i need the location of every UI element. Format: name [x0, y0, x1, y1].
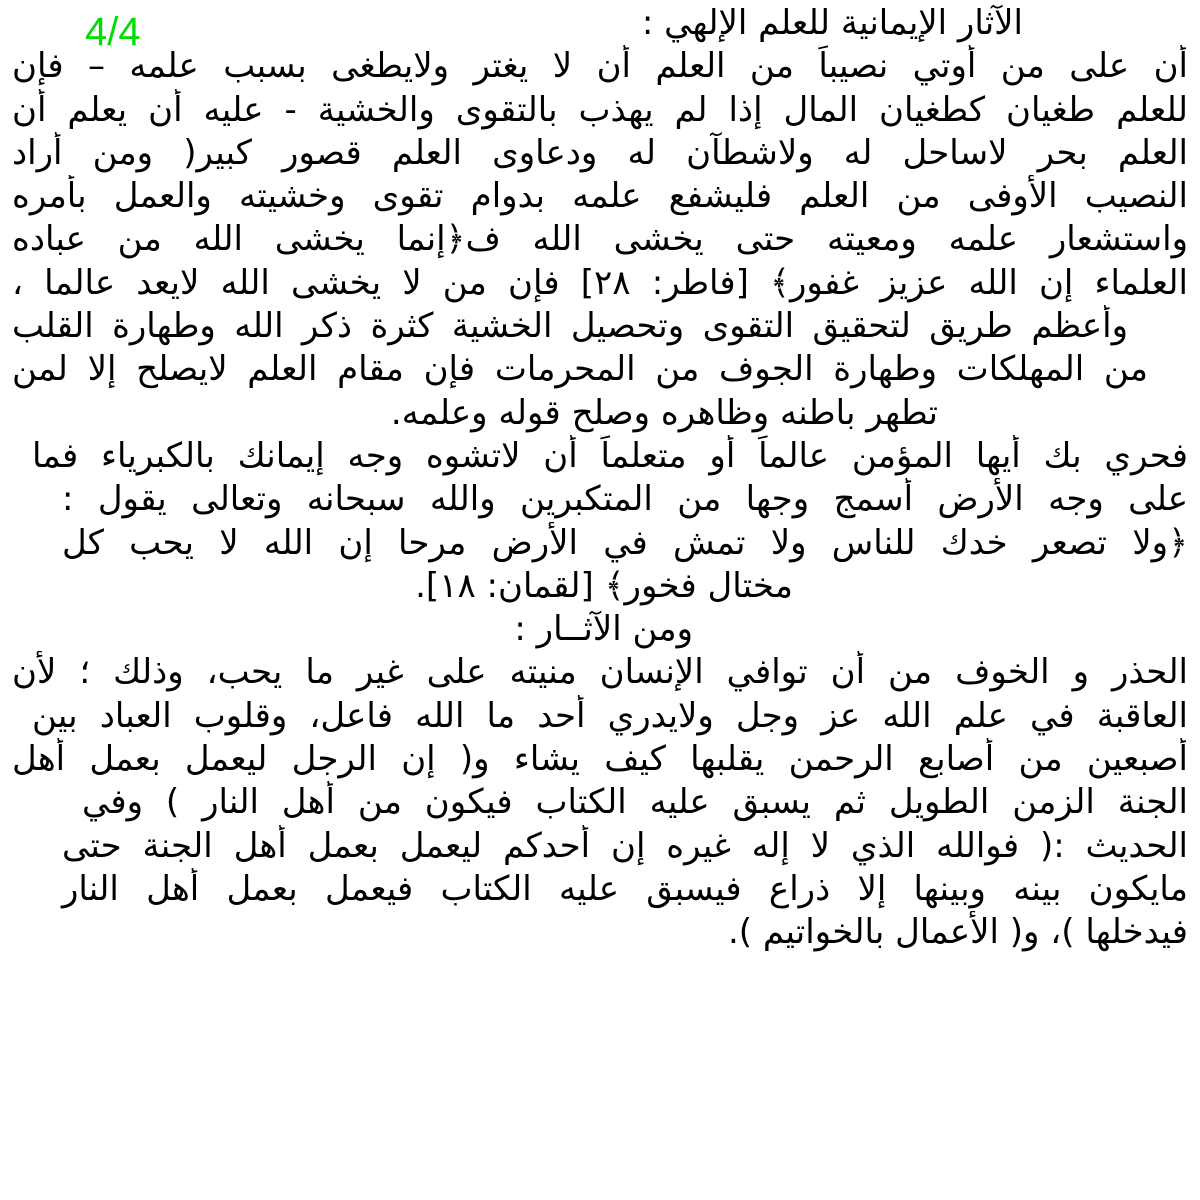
text-line: ﴿ولا تصعر خدك للناس ولا تمش في الأرض مرحا إن الله لا يحب كل: [62, 522, 1188, 563]
text-line: على وجه الأرض أسمج وجها من المتكبرين والله سبحانه وتعالى يقول :: [62, 479, 1188, 520]
text-line: واستشعار علمه ومعيته حتى يخشى الله ف﴿إنما يخشى الله من عباده: [12, 219, 1188, 260]
text-line: من المهلكات وطهارة الجوف من المحرمات فإن مقام العلم لايصلح إلا لمن: [12, 349, 1148, 390]
text-line: الجنة الزمن الطويل ثم يسبق عليه الكتاب فيكون من أهل النار ) وفي: [82, 782, 1188, 823]
text-line: الحذر و الخوف من أن توافي الإنسان منيته على غير ما يحب، وذلك ؛ لأن: [12, 652, 1188, 693]
text-line: مختال فخور﴾ [لقمان: ١٨].: [415, 565, 793, 606]
section-heading: الآثار الإيمانية للعلم الإلهي :: [641, 3, 1023, 43]
text-line: العلماء إن الله عزيز غفور﴾ [فاطر: ٢٨] فإن من لا يخشى الله لايعد عالما ،: [12, 262, 1188, 303]
text-line: تطهر باطنه وظاهره وصلح قوله وعلمه.: [390, 392, 938, 433]
text-line: وأعظم طريق لتحقيق التقوى وتحصيل الخشية كثرة ذكر الله وطهارة القلب: [12, 306, 1128, 347]
text-line: للعلم طغيان كطغيان المال إذا لم يهذب بالتقوى والخشية - عليه أن يعلم أن: [12, 89, 1188, 130]
text-line: فحري بك أيها المؤمن عالماً أو متعلماً أن لاتشوه وجه إيمانك بالكبرياء فما: [32, 435, 1188, 476]
text-line: أن على من أوتي نصيباً من العلم أن لا يغتر ولايطغى بسبب علمه – فإن: [12, 46, 1188, 87]
text-line: الحديث :( فوالله الذي لا إله غيره إن أحدكم ليعمل بعمل أهل الجنة حتى: [62, 825, 1188, 866]
section-heading: ومن الآثــار :: [514, 609, 693, 650]
text-line: النصيب الأوفى من العلم فليشفع علمه بدوام تقوى وخشيته والعمل بأمره: [12, 176, 1188, 217]
text-line: أصبعين من أصابع الرحمن يقلبها كيف يشاء و( إن الرجل ليعمل بعمل أهل: [12, 739, 1188, 780]
text-line: مايكون بينه وبينها إلا ذراع فيسبق عليه الكتاب فيعمل بعمل أهل النار: [62, 868, 1188, 909]
page-counter: 4/4: [85, 10, 141, 54]
text-line: العاقبة في علم الله عز وجل ولايدري أحد ما الله فاعل، وقلوب العباد بين: [32, 695, 1188, 736]
article-text: [12, 2, 1188, 955]
text-line: فيدخلها )، و( الأعمال بالخواتيم ).: [727, 912, 1188, 953]
text-line: العلم بحر لاساحل له ولاشطآن له ودعاوى العلم قصور كبير( ومن أراد: [12, 132, 1188, 173]
